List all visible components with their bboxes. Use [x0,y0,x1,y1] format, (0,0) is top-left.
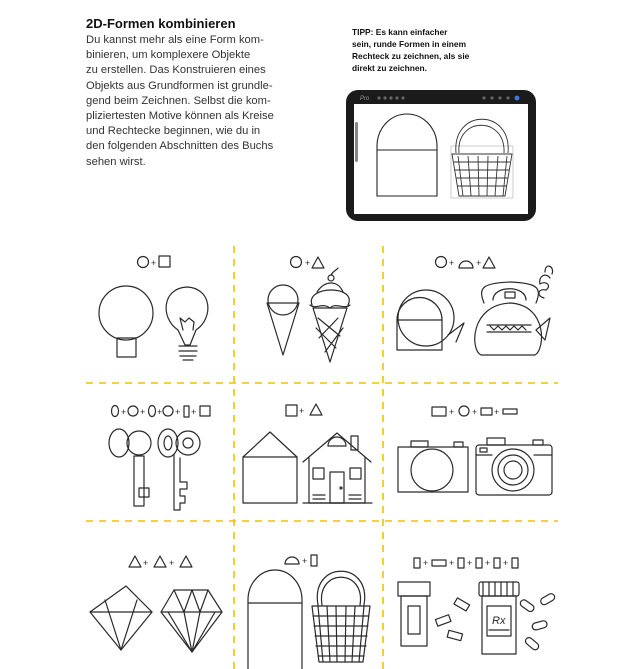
icecream-shapes [267,285,299,355]
svg-text:+: + [175,407,181,417]
intro-line: zu erstellen. Das Konstruieren eines [86,64,266,77]
diamond-shapes [90,586,152,650]
tip-line: sein, runde Formen in einem [352,39,467,49]
svg-text:+: + [302,556,308,566]
lightbulb-shapes [99,286,153,357]
camera-shapes [398,441,468,492]
basket-formula [285,555,317,566]
diamond-drawing [161,590,222,652]
svg-text:+: + [503,558,509,568]
tip-line: direkt zu zeichnen. [352,63,427,73]
svg-text:+: + [143,558,149,568]
teapot-formula [436,257,496,269]
icecream-formula [291,257,325,269]
house-shapes [243,432,297,503]
svg-text:+: + [299,406,305,416]
intro-line: pliziertesten Motive können als Kreise [86,110,274,123]
camera-formula [432,406,517,417]
lightbulb-formula [138,256,171,268]
svg-text:+: + [305,258,311,268]
intro-line: sehen wirst. [86,155,146,168]
svg-text:+: + [449,258,455,268]
intro-line: gend beim Zeichnen. Selbst die kom- [86,94,271,107]
house-formula [286,404,322,416]
diamond-formula [129,556,192,568]
teapot-drawing [475,266,553,355]
svg-text:+: + [423,558,429,568]
tip-line: Rechteck zu zeichnen, als sie [352,51,470,61]
intro-line: und Rechtecke beginnen, wie du in [86,125,261,138]
app-logo: Pro [360,96,370,102]
camera-drawing [476,438,552,495]
svg-text:+: + [449,407,455,417]
intro-line: binieren, um komplexere Objekte [86,49,251,62]
svg-text:+: + [494,407,500,417]
pillbottle-formula [414,558,518,568]
intro-line: den folgenden Abschnitten des Buchs [86,140,274,153]
key-shapes [109,429,151,506]
svg-text:+: + [151,258,157,268]
svg-text:+: + [191,407,197,417]
intro-line: Objekts aus Grundformen ist grundle- [86,79,273,92]
key-formula [112,406,211,418]
basket-drawing [312,571,370,662]
svg-text:+: + [121,407,127,417]
intro-line: Du kannst mehr als eine Form kom- [86,34,264,46]
svg-text:+: + [140,407,146,417]
icecream-drawing [310,268,350,362]
key-drawing [158,429,200,510]
basket-shapes [248,570,302,669]
section-heading: 2D-Formen kombinieren [86,16,236,31]
teapot-shapes [397,290,464,350]
svg-text:+: + [157,407,163,417]
svg-text:+: + [476,258,482,268]
tip-line: TIPP: Es kann einfacher [352,27,448,37]
lightbulb-drawing [166,287,208,360]
pillbottle-drawing [479,582,556,654]
svg-text:+: + [485,558,491,568]
svg-text:+: + [449,558,455,568]
pillbottle-shapes [398,582,470,646]
svg-text:+: + [467,558,473,568]
svg-text:+: + [169,558,175,568]
svg-text:Rx: Rx [492,615,506,627]
svg-text:+: + [472,407,478,417]
house-drawing [303,433,372,503]
